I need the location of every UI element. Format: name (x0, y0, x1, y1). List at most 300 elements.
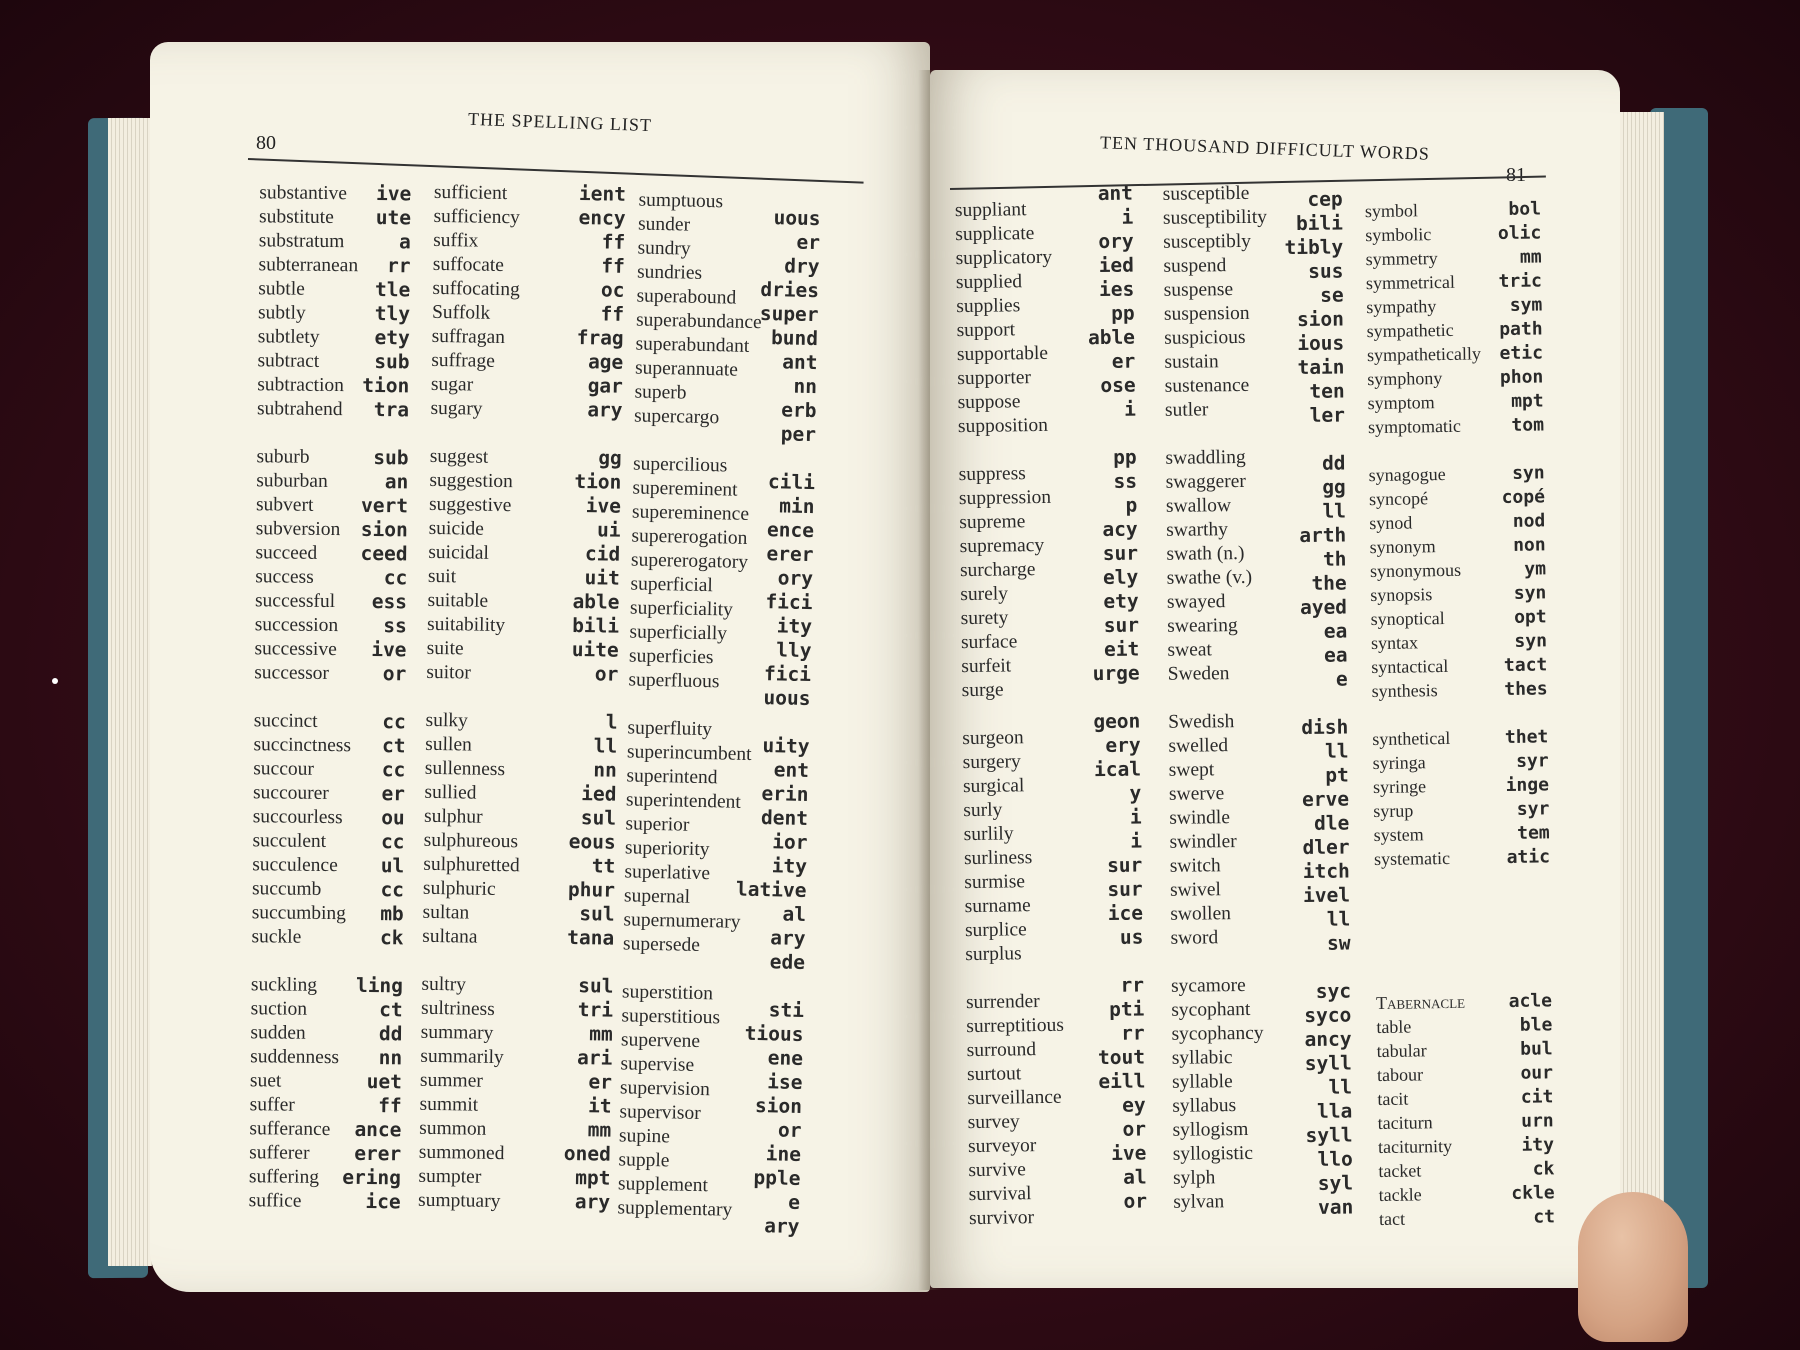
syllable-entry (1464, 965, 1552, 990)
syllable-entry: ose (1100, 373, 1136, 398)
word-entry: sylvan (1173, 1191, 1225, 1213)
syllable-entry: ity (1521, 1134, 1555, 1156)
word-entry: substitute (258, 206, 334, 229)
syllable-entry: etic (1499, 342, 1544, 365)
word-entry: sustenance (1164, 374, 1250, 397)
syllable-entry: ene (767, 1046, 804, 1070)
syllable-entry: eous (568, 829, 616, 854)
word-entry: syrup (1373, 800, 1414, 822)
word-entry: symptom (1367, 392, 1435, 414)
word-entry: succinctness (253, 734, 352, 757)
word-entry: suet (249, 1070, 282, 1092)
word-entry: sullen (425, 733, 473, 756)
syllable-entry: ey (1122, 1093, 1146, 1117)
syllable-entry: tion (574, 469, 622, 494)
syllable-entry: se (1320, 283, 1344, 307)
word-entry: suit (427, 565, 457, 588)
syllable-entry: th (1322, 547, 1347, 571)
syllable-entry: sul (579, 902, 615, 926)
syllable-entry (1463, 941, 1551, 966)
word-entry: sugary (430, 397, 483, 420)
syllable-entry: rr (1121, 1021, 1145, 1045)
word-entry: sultry (421, 973, 467, 996)
syllable-entry: er (1111, 349, 1136, 373)
word-entry: sympathetic (1366, 319, 1454, 342)
word-entry: suffrage (431, 349, 495, 372)
syllable-entry: able (1087, 325, 1136, 350)
syllable-entry: ou (381, 806, 405, 830)
right-page-number: 81 (1506, 164, 1526, 186)
syllable-entry (1070, 686, 1140, 711)
word-entry: tabular (1376, 1040, 1427, 1062)
word-entry: sulky (425, 709, 469, 732)
word-entry: surety (960, 607, 1009, 630)
syllable-entry: uite (571, 637, 619, 662)
syllable-entry: ory (777, 566, 814, 591)
word-entry: swelled (1168, 735, 1229, 757)
word-entry: superabound (636, 285, 737, 309)
syllable-entry: nn (378, 1046, 403, 1070)
syllable-entry: bili (1295, 211, 1344, 236)
word-entry: synagogue (1368, 463, 1446, 486)
left-syllable-column-1 (331, 182, 412, 1215)
word-entry: syllogistic (1172, 1142, 1254, 1165)
word-entry: tabour (1376, 1064, 1424, 1086)
word-entry: succour (253, 758, 315, 780)
syllable-entry: ble (1519, 1014, 1553, 1036)
word-entry: supporter (957, 367, 1032, 390)
word-entry: sundry (637, 237, 691, 260)
syllable-entry: eit (1103, 637, 1140, 662)
word-entry: swivel (1169, 879, 1222, 901)
syllable-entry: syn (1514, 630, 1548, 652)
word-entry: syntactical (1371, 655, 1449, 678)
word-entry: superfluous (628, 669, 720, 693)
syllable-entry: tana (567, 925, 615, 950)
word-entry: swept (1168, 759, 1215, 781)
word-entry: sultan (422, 901, 470, 924)
syllable-entry: thes (1504, 678, 1548, 700)
syllable-entry: syn (1511, 462, 1545, 484)
word-entry: summon (419, 1117, 487, 1140)
syllable-entry: dd (378, 1022, 403, 1046)
word-entry: supplied (955, 271, 1023, 294)
word-entry: surplus (965, 943, 1022, 966)
word-entry: sycophancy (1171, 1022, 1264, 1045)
word-entry: symmetrical (1365, 271, 1456, 294)
syllable-entry: cep (1307, 187, 1343, 211)
syllable-entry: syr (1516, 798, 1550, 820)
syllable-entry: oned (563, 1141, 612, 1166)
syllable-entry: cc (380, 830, 405, 854)
syllable-entry: uity (762, 734, 810, 759)
syllable-entry: dish (1301, 715, 1349, 740)
word-entry: superficial (630, 573, 714, 597)
right-page (930, 70, 1620, 1288)
word-entry: supersede (622, 933, 701, 956)
syllable-entry: ent (773, 758, 810, 783)
syllable-entry: min (779, 494, 815, 519)
syllable-entry: or (777, 1118, 802, 1142)
syllable-entry: sti (768, 998, 805, 1022)
syllable-entry: rr (386, 254, 411, 278)
syllable-entry: ede (769, 950, 806, 974)
syllable-entry: pp (1110, 301, 1135, 325)
syllable-entry: able (572, 589, 620, 614)
word-entry: syringa (1372, 752, 1426, 774)
word-entry: subversion (255, 518, 341, 541)
syllable-entry: llo (1317, 1147, 1353, 1171)
word-entry: suitable (427, 589, 489, 612)
word-entry: surge (961, 679, 1004, 702)
syllable-entry: tion (362, 373, 410, 398)
left-syllable-column-2 (520, 181, 626, 1214)
syllable-entry: ant (782, 350, 818, 375)
syllable-entry (710, 709, 810, 735)
syllable-entry: ely (1102, 565, 1139, 590)
syllable-entry: sus (1308, 259, 1344, 283)
syllable-entry: sub (373, 446, 409, 470)
syllable-entry: or (594, 662, 619, 686)
word-entry: substantive (259, 182, 348, 205)
word-entry: sutler (1164, 399, 1209, 421)
syllable-entry: gar (587, 374, 624, 398)
word-entry: suspension (1163, 302, 1250, 325)
syllable-entry: lla (1316, 1099, 1353, 1123)
syllable-entry: van (1317, 1195, 1354, 1219)
word-entry: superfluity (627, 717, 713, 741)
syllable-entry: mm (589, 1022, 613, 1046)
word-entry: supple (618, 1149, 670, 1172)
syllable-entry: sul (578, 974, 614, 998)
syllable-entry: lly (776, 638, 812, 663)
word-entry: tact (1378, 1208, 1406, 1229)
syllable-entry: ied (581, 782, 617, 806)
word-entry: surname (964, 895, 1031, 918)
word-entry: suckling (250, 974, 318, 996)
syllable-entry: or (382, 662, 407, 686)
word-entry: superiority (624, 837, 710, 861)
syllable-entry: acy (1102, 517, 1138, 542)
word-entry: suffragan (431, 325, 506, 349)
syllable-entry (1463, 917, 1551, 942)
word-entry: sumpter (418, 1165, 482, 1188)
word-entry: survival (968, 1183, 1032, 1206)
word-entry: superintend (626, 765, 718, 789)
syllable-entry: super (759, 301, 819, 327)
syllable-entry: ies (1098, 277, 1135, 302)
word-entry: sylph (1172, 1167, 1216, 1189)
dust-speck (52, 678, 58, 684)
word-entry: suitability (426, 613, 506, 637)
word-entry: surreptitious (966, 1014, 1064, 1038)
word-entry: supercargo (633, 405, 720, 429)
word-entry: syntax (1370, 632, 1419, 654)
word-entry: supercilious (632, 453, 728, 477)
word-entry: supervision (619, 1077, 711, 1101)
word-entry: taciturn (1377, 1112, 1433, 1134)
syllable-entry: non (1512, 534, 1546, 556)
syllable-entry: nn (793, 374, 818, 399)
word-entry: suppression (958, 486, 1052, 510)
word-entry: surliness (963, 847, 1033, 870)
syllable-entry: er (381, 782, 406, 806)
syllable-entry: ity (776, 614, 813, 639)
syllable-entry: sion (1296, 307, 1345, 332)
syllable-entry: ine (765, 1142, 802, 1166)
word-entry: sustain (1164, 351, 1219, 373)
word-entry: supernal (623, 885, 691, 908)
word-entry: suggest (429, 445, 489, 468)
syllable-entry: ior (772, 830, 808, 855)
word-entry: sultana (422, 925, 478, 948)
syllable-entry: tra (373, 398, 410, 422)
syllable-entry: l (605, 710, 618, 734)
syllable-entry: acle (1508, 990, 1553, 1012)
syllable-entry: ice (1107, 901, 1144, 925)
syllable-entry (1261, 956, 1351, 981)
word-entry: successive (254, 638, 337, 661)
syllable-entry: ling (355, 973, 404, 998)
syllable-entry: erer (354, 1141, 402, 1166)
syllable-entry (1456, 437, 1544, 462)
syllable-entry: syco (1304, 1003, 1352, 1028)
syllable-entry: i (1124, 397, 1137, 421)
syllable-entry: erin (761, 782, 809, 807)
syllable-entry (333, 950, 403, 975)
word-entry: supereminence (631, 501, 750, 525)
syllable-entry: tt (591, 854, 616, 878)
word-entry: symbolic (1365, 224, 1432, 246)
word-entry: supererogation (631, 525, 748, 549)
syllable-entry: a (398, 230, 411, 254)
word-entry: surgeon (962, 727, 1024, 750)
syllable-entry: ory (1098, 229, 1134, 254)
word-entry: subterranean (258, 254, 359, 277)
syllable-entry (528, 685, 618, 710)
syllable-entry: itch (1302, 859, 1350, 884)
word-entry: sullenness (424, 757, 506, 781)
syllable-entry: dries (760, 277, 820, 303)
word-entry: surround (966, 1039, 1037, 1062)
syllable-entry: i (1129, 805, 1142, 829)
syllable-entry: sur (1103, 613, 1140, 638)
syllable-entry: bili (571, 613, 620, 638)
syllable-entry (715, 445, 815, 471)
word-entry: suppress (958, 463, 1026, 486)
word-entry: summarily (420, 1045, 504, 1069)
syllable-entry: er (796, 230, 821, 255)
word-entry: symmetry (1365, 248, 1438, 270)
thumb (1578, 1192, 1688, 1342)
word-entry: sullied (424, 781, 477, 804)
syllable-entry: ll (1324, 739, 1349, 763)
syllable-entry: tibly (1284, 235, 1344, 260)
word-entry: superficiality (629, 597, 734, 621)
syllable-entry: ess (371, 590, 408, 614)
word-entry: taciturnity (1377, 1135, 1453, 1158)
syllable-entry: atic (1506, 846, 1551, 868)
word-entry: subtle (258, 278, 305, 300)
syllable-entry: ss (1113, 469, 1138, 493)
word-entry: suburb (256, 446, 310, 468)
word-entry: synthetical (1372, 727, 1451, 750)
word-entry: Swedish (1168, 711, 1235, 733)
syllable-entry: pt (1325, 763, 1349, 787)
syllable-entry: ten (1309, 379, 1345, 403)
syllable-entry: syc (1315, 979, 1352, 1003)
syllable-entry: tly (374, 302, 411, 326)
syllable-entry: ct (381, 734, 406, 758)
page-edges-left (108, 118, 152, 1266)
syllable-entry: tric (1498, 270, 1543, 293)
word-entry: succulent (252, 830, 327, 852)
word-entry: surplice (964, 919, 1027, 942)
word-entry: survey (967, 1111, 1020, 1134)
word-entry: switch (1169, 855, 1221, 877)
word-entry: suffice (248, 1190, 302, 1212)
syllable-entry: tact (1503, 654, 1548, 676)
syllable-entry: cc (383, 566, 408, 590)
word-entry: supervisor (619, 1101, 701, 1125)
syllable-entry: age (587, 350, 624, 374)
syllable-entry: uit (584, 566, 621, 590)
syllable-entry: ence (766, 518, 815, 543)
word-entry: substratum (258, 230, 345, 253)
word-entry: superabundance (635, 309, 762, 334)
word-entry: supreme (959, 511, 1026, 534)
word-entry: superstitious (621, 1005, 721, 1029)
word-entry: succourless (252, 806, 343, 829)
syllable-entry: tious (744, 1021, 804, 1046)
word-entry: swallow (1165, 495, 1232, 517)
syllable-entry: ss (383, 614, 407, 638)
word-entry: swerve (1168, 783, 1225, 805)
syllable-entry: cid (584, 542, 621, 566)
syllable-entry: dle (1313, 811, 1350, 835)
syllable-entry: ayed (1299, 595, 1348, 620)
syllable-entry: vert (360, 493, 409, 518)
right-page-header: TEN THOUSAND DIFFICULT WORDS (1099, 132, 1431, 164)
word-entry: sulphuretted (423, 853, 520, 877)
word-entry: surveyor (967, 1135, 1037, 1158)
word-entry: sugar (430, 373, 474, 396)
word-entry: surtout (966, 1063, 1022, 1086)
syllable-entry: ary (770, 926, 806, 950)
word-entry: succumbing (251, 902, 347, 925)
syllable-entry: dry (784, 254, 820, 279)
syllable-entry: y (1129, 781, 1142, 805)
syllable-entry: ui (596, 518, 621, 542)
syllable-entry: ary (574, 1190, 611, 1214)
word-entry: suffocate (432, 253, 505, 276)
word-entry: sulphur (423, 805, 483, 828)
syllable-entry: ive (375, 182, 412, 206)
syllable-entry (1460, 701, 1548, 726)
syllable-entry: ck (379, 926, 404, 950)
syllable-entry (524, 949, 614, 974)
syllable-entry: ff (378, 1094, 402, 1118)
word-entry: subtract (257, 350, 320, 372)
syllable-entry: cc (382, 710, 406, 734)
word-entry: sufficiency (433, 205, 520, 229)
word-entry: symphony (1367, 368, 1443, 390)
word-entry: sumptuous (638, 189, 724, 213)
syllable-entry: ct (1533, 1206, 1556, 1228)
word-entry: succumb (251, 878, 322, 900)
syllable-entry: ety (374, 326, 410, 350)
word-entry: summer (419, 1069, 483, 1092)
left-syllable-column-3 (699, 205, 821, 1239)
syllable-entry: tem (1517, 822, 1550, 844)
word-entry: suicidal (428, 541, 490, 564)
right-syllable-column-3 (1453, 197, 1555, 1230)
word-entry: superabundant (635, 333, 750, 357)
word-entry: swindle (1169, 807, 1231, 829)
syllable-entry: our (1520, 1062, 1554, 1084)
syllable-entry (704, 973, 804, 999)
word-entry: susceptible (1162, 182, 1250, 205)
syllable-entry: ivel (1302, 883, 1351, 908)
word-entry: succourer (252, 782, 329, 805)
word-entry: supplicate (955, 223, 1035, 246)
left-page-header: THE SPELLING LIST (467, 108, 653, 136)
word-entry: syllabus (1172, 1095, 1237, 1117)
syllable-entry: ck (1532, 1158, 1555, 1180)
syllable-entry: tain (1297, 355, 1345, 380)
syllable-entry: uous (763, 686, 811, 711)
syllable-entry: i (1121, 205, 1134, 229)
syllable-entry: ea (1323, 643, 1348, 667)
syllable-entry (532, 421, 622, 446)
word-entry: survive (968, 1159, 1026, 1182)
word-entry: table (1376, 1016, 1412, 1038)
syllable-entry (1462, 869, 1550, 894)
syllable-entry: phur (567, 877, 616, 902)
word-entry: surveillance (967, 1086, 1062, 1110)
word-entry: sultriness (420, 997, 495, 1020)
word-entry: supine (618, 1125, 671, 1148)
word-entry: suggestion (429, 469, 513, 493)
syllable-entry: the (1311, 571, 1347, 595)
syllable-entry: mb (380, 902, 404, 926)
word-entry: surcharge (959, 559, 1036, 582)
syllable-entry: nn (593, 758, 618, 782)
syllable-entry: an (384, 470, 409, 494)
syllable-entry: dler (1302, 835, 1350, 860)
word-entry: superb (634, 381, 687, 404)
syllable-entry: sul (580, 806, 617, 830)
syllable-entry: sion (360, 517, 408, 542)
word-entry: summoned (418, 1141, 505, 1165)
word-entry: supplementary (617, 1197, 733, 1221)
word-entry: surlily (963, 823, 1014, 846)
syllable-entry: ea (1323, 619, 1348, 643)
syllable-entry (336, 686, 406, 711)
syllable-entry: opt (1513, 606, 1547, 628)
syllable-entry: sym (1509, 294, 1543, 316)
syllable-entry: cit (1520, 1086, 1554, 1108)
word-entry: sympathetically (1366, 343, 1482, 366)
word-entry: suffocating (432, 277, 520, 301)
word-entry: surfeit (961, 655, 1012, 678)
syllable-entry: path (1499, 318, 1543, 341)
syllable-entry: al (1123, 1165, 1147, 1189)
syllable-entry: ute (375, 206, 412, 230)
word-entry: superlative (624, 861, 711, 885)
word-entry: supervise (620, 1053, 695, 1076)
syllable-entry: gg (598, 446, 622, 470)
